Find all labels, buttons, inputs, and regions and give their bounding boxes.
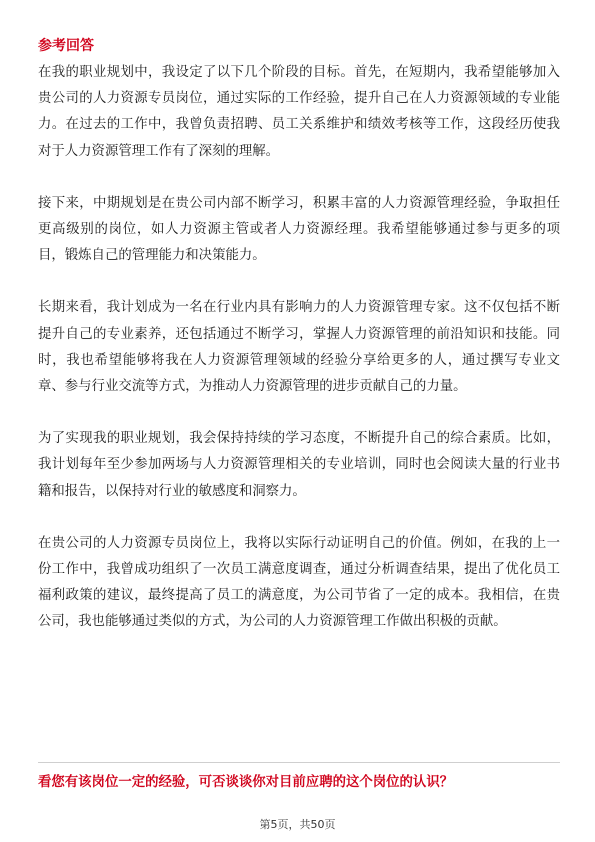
answer-body xyxy=(38,60,560,662)
section-divider xyxy=(38,762,560,763)
answer-paragraph: 在贵公司的人力资源专员岗位上，我将以实际行动证明自己的价值。例如，在我的上一份工作中，我曾成功组织了一次员工满意度调查，通过分析调查结果，提出了优化员工福利政策的建议，最终提高了员工的满意度，为公司节省了一定的成本。我相信，在贵公司，我也能够通过类似的方式，为公司的人力资源管理工作做出积极的贡献。 xyxy=(38,535,560,630)
next-question: 看您有该岗位一定的经验，可否谈谈你对目前应聘的这个岗位的认识？ xyxy=(38,775,454,790)
page-number: 第5页，共50页 xyxy=(259,818,336,831)
answer-paragraph: 接下来，中期规划是在贵公司内部不断学习，积累丰富的人力资源管理经验，争取担任更高级别的岗位，如人力资源主管或者人力资源经理。我希望能够通过参与更多的项目，锻炼自己的管理能力和决策能力。 xyxy=(38,195,560,264)
section-heading: 参考回答 xyxy=(38,38,94,54)
answer-paragraph: 长期来看，我计划成为一名在行业内具有影响力的人力资源管理专家。这不仅包括不断提升自己的专业素养，还包括通过不断学习，掌握人力资源管理的前沿知识和技能。同时，我也希望能够将我在人力资源管理领域的经验分享给更多的人，通过撰写专业文章、参与行业交流等方式，为推动人力资源管理的进步贡献自己的力量。 xyxy=(38,300,560,395)
answer-paragraph: 在我的职业规划中，我设定了以下几个阶段的目标。首先，在短期内，我希望能够加入贵公司的人力资源专员岗位，通过实际的工作经验，提升自己在人力资源领域的专业能力。在过去的工作中，我曾负责招聘、员工关系维护和绩效考核等工作，这段经历使我对于人力资源管理工作有了深刻的理解。 xyxy=(38,65,560,159)
answer-paragraph: 为了实现我的职业规划，我会保持持续的学习态度，不断提升自己的综合素质。比如，我计划每年至少参加两场与人力资源管理相关的专业培训，同时也会阅读大量的行业书籍和报告，以保持对行业的敏感度和洞察力。 xyxy=(38,431,560,499)
